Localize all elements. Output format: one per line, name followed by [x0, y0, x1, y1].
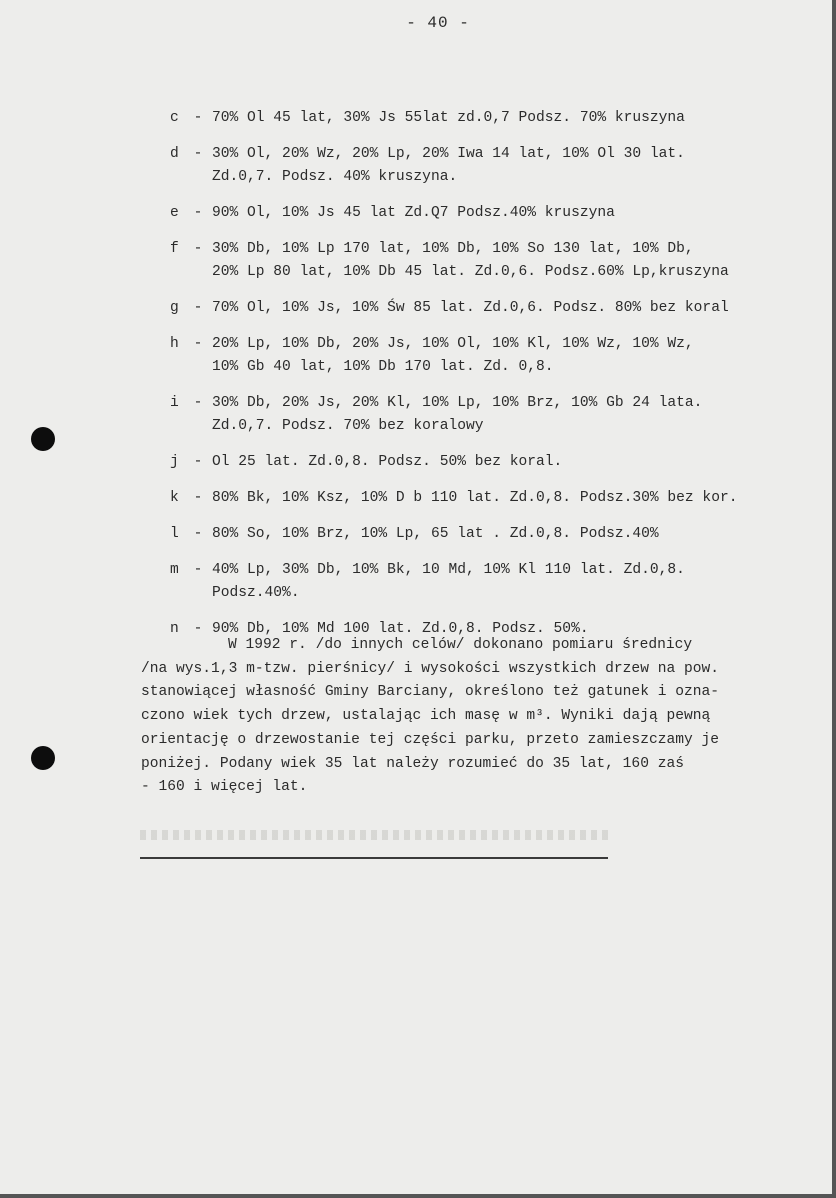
- entry-dash: -: [193, 110, 203, 126]
- paragraph-line: stanowiącej własność Gminy Barciany, określono też gatunek i ozna-: [141, 684, 720, 701]
- list-item: [170, 107, 830, 130]
- list-item: [170, 487, 830, 510]
- entry-text: [212, 451, 562, 474]
- list-item: [170, 333, 830, 379]
- entry-dash: -: [193, 241, 203, 257]
- entry-letter: f: [170, 241, 179, 257]
- entry-dash: -: [193, 300, 203, 316]
- entry-line: Ol 25 lat. Zd.0,8. Podsz. 50% bez koral.: [212, 454, 563, 470]
- entry-dash: -: [193, 562, 203, 578]
- entry-line: 70% Ol, 10% Js, 10% Św 85 lat. Zd.0,6. Podsz. 80% bez koral: [212, 300, 729, 316]
- body-paragraph: [141, 634, 831, 800]
- entry-text: [212, 297, 729, 320]
- entry-letter: i: [170, 395, 179, 411]
- entry-text: [212, 559, 685, 605]
- punch-hole-icon: [31, 746, 55, 770]
- entry-line: 90% Ol, 10% Js 45 lat Zd.Q7 Podsz.40% kruszyna: [212, 205, 615, 221]
- entry-dash: -: [193, 336, 203, 352]
- entry-letter: m: [170, 562, 179, 578]
- entry-letter: k: [170, 490, 179, 506]
- horizontal-rule: [140, 857, 608, 859]
- entry-text: [212, 333, 694, 379]
- entry-dash: -: [193, 454, 203, 470]
- entry-dash: -: [193, 526, 203, 542]
- paragraph-line: /na wys.1,3 m-tzw. pierśnicy/ i wysokości wszystkich drzew na pow.: [141, 660, 720, 677]
- entry-dash: -: [193, 205, 203, 221]
- page-number: - 40 -: [406, 14, 470, 32]
- list-item: [170, 523, 830, 546]
- list-item: [170, 451, 830, 474]
- paragraph-line: orientację o drzewostanie tej części parku, przeto zamieszczamy je: [141, 731, 720, 748]
- entry-line: 70% Ol 45 lat, 30% Js 55lat zd.0,7 Podsz. 70% kruszyna: [212, 110, 685, 126]
- entry-text: [212, 143, 685, 189]
- entry-text: [212, 523, 659, 546]
- entry-text: [212, 107, 685, 130]
- list-item: [170, 202, 830, 225]
- entry-line: Podsz.40%.: [212, 585, 300, 601]
- punch-hole-icon: [31, 427, 55, 451]
- paragraph-line: - 160 i więcej lat.: [141, 779, 308, 796]
- faint-bleed-through-line: [140, 830, 610, 840]
- entry-letter: g: [170, 300, 179, 316]
- list-item: [170, 297, 830, 320]
- entry-dash: -: [193, 146, 203, 162]
- entry-line: 90% Db, 10% Md 100 lat. Zd.0,8. Podsz. 50%.: [212, 621, 589, 637]
- entry-text: [212, 487, 737, 510]
- entry-line: 20% Lp, 10% Db, 20% Js, 10% Ol, 10% Kl, 10% Wz, 10% Wz,: [212, 336, 694, 352]
- entry-line: 80% So, 10% Brz, 10% Lp, 65 lat . Zd.0,8. Podsz.40%: [212, 526, 659, 542]
- entry-line: 30% Ol, 20% Wz, 20% Lp, 20% Iwa 14 lat, 10% Ol 30 lat.: [212, 146, 685, 162]
- list-item: [170, 392, 830, 438]
- paragraph-line: poniżej. Podany wiek 35 lat należy rozumieć do 35 lat, 160 zaś: [141, 755, 684, 772]
- list-item: [170, 559, 830, 605]
- entry-line: 10% Gb 40 lat, 10% Db 170 lat. Zd. 0,8.: [212, 359, 554, 375]
- entry-dash: -: [193, 490, 203, 506]
- entry-letter: h: [170, 336, 179, 352]
- entry-text: [212, 238, 729, 284]
- entry-line: Zd.0,7. Podsz. 40% kruszyna.: [212, 169, 458, 185]
- entry-letter: e: [170, 205, 179, 221]
- entry-line: 20% Lp 80 lat, 10% Db 45 lat. Zd.0,6. Podsz.60% Lp,kruszyna: [212, 264, 729, 280]
- entry-letter: d: [170, 146, 179, 162]
- entry-dash: -: [193, 621, 203, 637]
- entry-line: 40% Lp, 30% Db, 10% Bk, 10 Md, 10% Kl 110 lat. Zd.0,8.: [212, 562, 685, 578]
- entry-line: 30% Db, 10% Lp 170 lat, 10% Db, 10% So 130 lat, 10% Db,: [212, 241, 694, 257]
- entry-letter: c: [170, 110, 179, 126]
- entry-letter: n: [170, 621, 179, 637]
- entry-line: 30% Db, 20% Js, 20% Kl, 10% Lp, 10% Brz, 10% Gb 24 lata.: [212, 395, 703, 411]
- stand-entries-list: [170, 107, 830, 641]
- paragraph-line: W 1992 r. /do innych celów/ dokonano pomiaru średnicy: [228, 637, 693, 653]
- entry-line: 80% Bk, 10% Ksz, 10% D b 110 lat. Zd.0,8. Podsz.30% bez kor.: [212, 490, 738, 506]
- entry-text: [212, 202, 615, 225]
- paragraph-line: czono wiek tych drzew, ustalając ich masę w m³. Wyniki dają pewną: [141, 708, 711, 725]
- entry-dash: -: [193, 395, 203, 411]
- entry-letter: l: [170, 526, 179, 542]
- entry-text: [212, 392, 702, 438]
- list-item: [170, 143, 830, 189]
- entry-line: Zd.0,7. Podsz. 70% bez koralowy: [212, 418, 484, 434]
- list-item: [170, 238, 830, 284]
- entry-letter: j: [170, 454, 179, 470]
